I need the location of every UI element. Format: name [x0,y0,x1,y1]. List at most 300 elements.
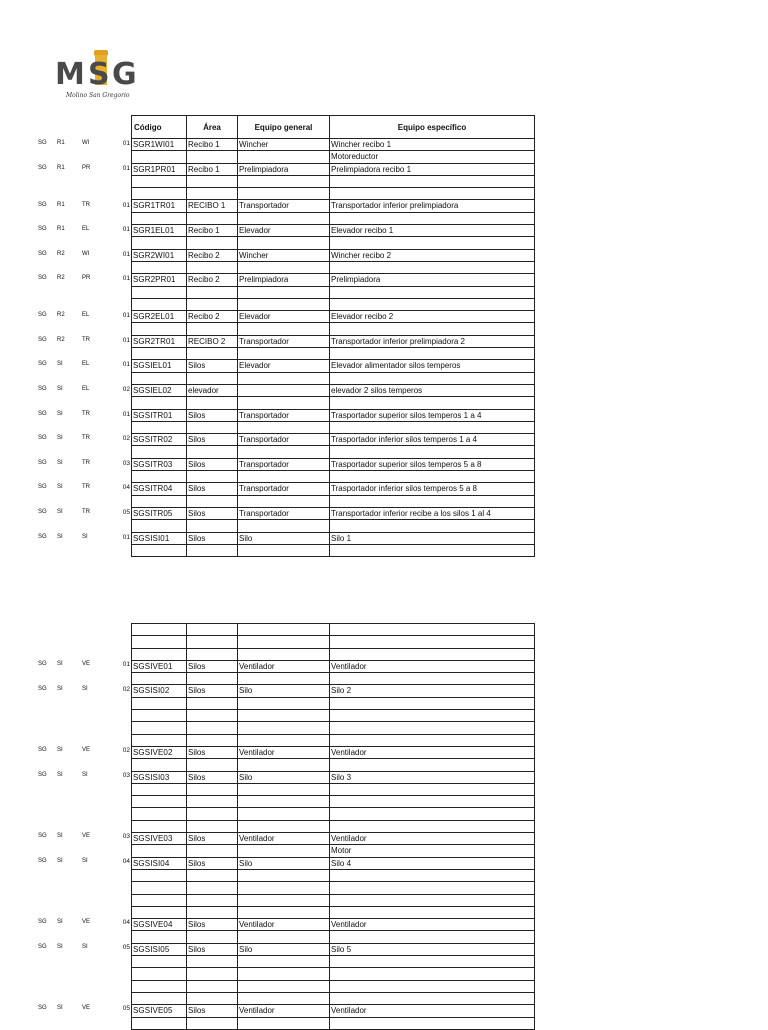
segment-area: SI [57,509,63,515]
cell-area [187,175,238,187]
cell-area [187,992,238,1004]
cell-area: Recibo 2 [187,311,238,323]
cell-area [187,956,238,968]
cell-area: Silos [187,919,238,931]
segment-number: 01 [122,226,130,234]
segment-area: R2 [57,336,65,343]
cell-equipo-especifico [330,759,535,771]
cell-codigo [132,495,187,507]
cell-codigo: SGSITR03 [132,458,187,470]
cell-equipo-especifico: Transportador inferior recibe a los silos 1 al 4 [330,507,535,519]
segment-number: 05 [122,509,130,516]
segment-type: VE [82,747,91,753]
segment-type: WI [82,140,90,146]
table-row [132,384,535,396]
segment-type: TR [82,459,90,466]
cell-equipo-general: Ventilador [238,833,330,845]
cell-area [187,298,238,310]
cell-equipo-especifico [330,298,535,310]
cell-equipo-general [238,869,330,881]
cell-equipo-general [238,286,330,298]
cell-codigo: SGR2TR01 [132,335,187,347]
cell-codigo [132,520,187,532]
cell-equipo-especifico: Prelimpiadora recibo 1 [330,163,535,175]
cell-equipo-especifico [330,968,535,980]
cell-equipo-especifico: Trasportador superior silos temperos 5 a 8 [330,458,535,470]
cell-area: Recibo 1 [187,225,238,237]
cell-codigo [132,734,187,746]
cell-equipo-general [238,348,330,360]
cell-equipo-general [238,175,330,187]
cell-equipo-general: Transportador [238,458,330,470]
cell-equipo-especifico: Silo 3 [330,771,535,783]
cell-equipo-especifico [330,697,535,709]
table-row [132,771,535,783]
cell-area [187,1017,238,1029]
cell-area [187,710,238,722]
cell-codigo [132,869,187,881]
cell-equipo-general: Elevador [238,311,330,323]
table-row [132,360,535,372]
cell-equipo-especifico: Elevador recibo 2 [330,311,535,323]
segment-type: VE [82,660,91,667]
cell-equipo-general [238,845,330,857]
header-area: Área [187,116,238,139]
table-row [132,869,535,881]
cell-equipo-general [238,384,330,396]
table-row [132,507,535,519]
cell-equipo-especifico: Trasportador superior silos temperos 1 a 4 [330,409,535,421]
segment-plant: SG [38,1005,47,1012]
cell-codigo [132,471,187,483]
segment-plant: SG [38,509,47,515]
cell-equipo-general [238,980,330,992]
cell-equipo-especifico [330,421,535,433]
cell-equipo-especifico [330,495,535,507]
cell-area [187,882,238,894]
segment-number: 04 [122,857,130,865]
cell-equipo-general [238,906,330,918]
cell-codigo: SGR2WI01 [132,249,187,261]
table-row [132,968,535,980]
cell-codigo: SGSIVE05 [132,1005,187,1017]
table-row [132,335,535,347]
cell-equipo-especifico: elevador 2 silos temperos [330,384,535,396]
cell-equipo-general: Ventilador [238,746,330,758]
cell-equipo-general: Prelimpiadora [238,274,330,286]
segment-type: VE [82,919,91,926]
cell-area [187,636,238,648]
cell-equipo-especifico [330,520,535,532]
cell-equipo-especifico [330,906,535,918]
cell-codigo: SGSISI05 [132,943,187,955]
cell-equipo-general [238,734,330,746]
cell-area: Silos [187,685,238,697]
cell-codigo [132,151,187,163]
cell-area [187,906,238,918]
cell-equipo-especifico: Prelimpiadora [330,274,535,286]
segment-number: 01 [122,250,130,258]
cell-area [187,286,238,298]
segment-area: SI [57,660,63,667]
segment-area: SI [57,771,63,778]
segment-area: SI [57,857,63,864]
table-row [132,274,535,286]
segment-number: 05 [122,943,130,951]
cell-area: Silos [187,507,238,519]
segment-type: SI [82,943,88,950]
table-row [132,151,535,163]
cell-equipo-general: Silo [238,532,330,544]
cell-equipo-general: Silo [238,943,330,955]
segment-area: SI [57,833,63,840]
segment-number: 02 [122,435,130,443]
cell-equipo-general [238,624,330,636]
cell-equipo-especifico [330,956,535,968]
cell-codigo [132,759,187,771]
cell-equipo-general [238,882,330,894]
cell-equipo-general [238,1017,330,1029]
cell-equipo-especifico [330,188,535,200]
cell-equipo-general [238,931,330,943]
table-row [132,323,535,335]
segment-number: 02 [122,386,130,393]
table-row [132,845,535,857]
segment-type: EL [82,361,90,368]
table-row [132,734,535,746]
cell-equipo-general: Silo [238,771,330,783]
segment-area: SI [57,533,63,540]
segment-area: SI [57,361,63,368]
segment-plant: SG [38,685,47,692]
segment-type: EL [82,226,90,233]
table-row [132,532,535,544]
cell-equipo-especifico [330,397,535,409]
cell-area [187,372,238,384]
cell-equipo-especifico [330,471,535,483]
segment-type: EL [82,386,90,392]
table-row [132,697,535,709]
cell-codigo: SGSITR01 [132,409,187,421]
cell-codigo: SGSISI01 [132,532,187,544]
segment-type: TR [82,435,90,442]
cell-equipo-general [238,648,330,660]
segment-plant: SG [38,201,47,208]
cell-equipo-general: Silo [238,857,330,869]
cell-area [187,783,238,795]
segment-plant: SG [38,250,47,257]
cell-equipo-especifico: Trasportador inferior silos temperos 1 a 4 [330,434,535,446]
segment-number: 01 [122,140,130,147]
cell-codigo [132,544,187,556]
table-row [132,409,535,421]
cell-area [187,894,238,906]
cell-codigo: SGR2EL01 [132,311,187,323]
cell-equipo-especifico: Transportador inferior prelimpiadora 2 [330,335,535,347]
segment-area: SI [57,685,63,692]
table-row [132,648,535,660]
cell-equipo-especifico: Wincher recibo 1 [330,139,535,151]
cell-equipo-especifico [330,1017,535,1029]
cell-area [187,931,238,943]
segment-area: SI [57,943,63,950]
cell-equipo-especifico [330,783,535,795]
cell-equipo-especifico [330,869,535,881]
cell-codigo [132,820,187,832]
cell-equipo-especifico [330,237,535,249]
table-row [132,495,535,507]
table-row [132,421,535,433]
segment-number: 05 [122,1005,130,1013]
cell-codigo [132,906,187,918]
cell-area [187,495,238,507]
svg-text:S: S [88,57,110,92]
cell-equipo-general: Silo [238,685,330,697]
cell-equipo-general [238,520,330,532]
header-row [132,116,535,139]
cell-equipo-general [238,808,330,820]
cell-equipo-especifico: Elevador recibo 1 [330,225,535,237]
segment-number: 01 [122,533,130,541]
table-row [132,544,535,556]
cell-codigo [132,212,187,224]
cell-equipo-general [238,894,330,906]
cell-area: RECIBO 1 [187,200,238,212]
header-codigo: Código [132,116,187,139]
cell-equipo-especifico: Wincher recibo 2 [330,249,535,261]
segment-type: VE [82,833,91,840]
cell-codigo [132,808,187,820]
segment-plant: SG [38,747,47,753]
table-row [132,919,535,931]
segment-area: SI [57,435,63,442]
cell-equipo-especifico [330,734,535,746]
table-row [132,139,535,151]
cell-equipo-especifico: Ventilador [330,833,535,845]
table-row [132,286,535,298]
table-row [132,483,535,495]
cell-codigo [132,968,187,980]
segment-number: 03 [122,459,130,467]
cell-codigo [132,175,187,187]
cell-equipo-general [238,697,330,709]
cell-codigo [132,298,187,310]
cell-area [187,212,238,224]
table-row [132,685,535,697]
cell-codigo [132,980,187,992]
table-row [132,956,535,968]
table-row [132,759,535,771]
table-row [132,225,535,237]
cell-area: Recibo 1 [187,163,238,175]
cell-equipo-general [238,710,330,722]
cell-equipo-especifico: Ventilador [330,660,535,672]
cell-codigo: SGSISI04 [132,857,187,869]
cell-codigo [132,397,187,409]
cell-codigo: SGSIEL02 [132,384,187,396]
cell-equipo-especifico [330,175,535,187]
segment-area: R2 [57,312,65,319]
segment-plant: SG [38,386,47,392]
cell-codigo: SGSITR04 [132,483,187,495]
cell-codigo: SGR1PR01 [132,163,187,175]
table-row [132,710,535,722]
cell-equipo-general [238,188,330,200]
cell-codigo [132,648,187,660]
cell-area: Silos [187,746,238,758]
cell-area [187,808,238,820]
table-row [132,348,535,360]
cell-equipo-general [238,992,330,1004]
cell-equipo-general: Wincher [238,249,330,261]
cell-equipo-general: Ventilador [238,919,330,931]
cell-codigo [132,796,187,808]
cell-equipo-general: Ventilador [238,1005,330,1017]
cell-area [187,237,238,249]
cell-codigo [132,845,187,857]
segment-number: 03 [122,833,130,841]
segment-type: TR [82,201,90,208]
cell-equipo-especifico [330,796,535,808]
cell-equipo-especifico [330,722,535,734]
cell-equipo-especifico [330,636,535,648]
cell-equipo-general: Wincher [238,139,330,151]
cell-equipo-especifico [330,894,535,906]
cell-area [187,722,238,734]
cell-area [187,673,238,685]
cell-area: Silos [187,360,238,372]
table-row [132,943,535,955]
cell-codigo [132,931,187,943]
cell-equipo-general [238,212,330,224]
cell-codigo: SGSIVE03 [132,833,187,845]
segment-type: SI [82,857,88,864]
cell-equipo-especifico: Silo 5 [330,943,535,955]
cell-codigo: SGSITR02 [132,434,187,446]
cell-area [187,151,238,163]
cell-area: RECIBO 2 [187,335,238,347]
segment-type: TR [82,410,90,417]
cell-codigo [132,956,187,968]
table-row [132,931,535,943]
segment-number: 04 [122,919,130,927]
cell-equipo-general: Transportador [238,507,330,519]
cell-equipo-especifico [330,212,535,224]
segment-number: 02 [122,747,130,754]
cell-codigo [132,624,187,636]
table-row [132,1005,535,1017]
cell-area: Silos [187,409,238,421]
cell-equipo-general [238,673,330,685]
cell-equipo-general: Transportador [238,335,330,347]
segment-number: 01 [122,312,130,320]
cell-equipo-general [238,372,330,384]
segment-plant: SG [38,410,47,417]
cell-equipo-especifico [330,286,535,298]
equipment-table-2 [131,623,535,1030]
cell-equipo-especifico [330,544,535,556]
cell-equipo-general: Transportador [238,434,330,446]
table-row [132,783,535,795]
logo-tagline: Molino San Gregorio [66,92,130,99]
segment-area: R2 [57,250,65,257]
cell-codigo [132,697,187,709]
cell-area [187,648,238,660]
msg-logo-graphic [52,50,148,92]
cell-area: Silos [187,833,238,845]
segment-number: 01 [122,275,130,283]
cell-area: Silos [187,532,238,544]
table-row [132,673,535,685]
table-row [132,200,535,212]
table-row [132,237,535,249]
segment-plant: SG [38,435,47,442]
segment-area: R1 [57,201,65,208]
segment-plant: SG [38,140,47,146]
cell-equipo-general: Transportador [238,409,330,421]
cell-codigo [132,722,187,734]
cell-codigo [132,710,187,722]
cell-area [187,188,238,200]
segment-type: TR [82,509,90,515]
cell-area [187,421,238,433]
segment-type: EL [82,312,90,319]
cell-codigo: SGSIVE01 [132,660,187,672]
segment-plant: SG [38,771,47,778]
table-row [132,808,535,820]
cell-equipo-general [238,495,330,507]
cell-area [187,471,238,483]
cell-equipo-especifico [330,372,535,384]
cell-equipo-especifico [330,882,535,894]
table-row [132,1017,535,1029]
cell-codigo: SGR2PR01 [132,274,187,286]
cell-codigo [132,783,187,795]
svg-text:G: G [112,57,137,92]
cell-area [187,796,238,808]
cell-area: Recibo 2 [187,274,238,286]
table-row [132,857,535,869]
header-equipo-general: Equipo general [238,116,330,139]
cell-equipo-general [238,820,330,832]
cell-equipo-general [238,759,330,771]
segment-type: VE [82,1005,91,1012]
segment-type: TR [82,484,90,491]
cell-equipo-general [238,471,330,483]
cell-codigo [132,421,187,433]
cell-equipo-general: Elevador [238,360,330,372]
segment-number: 01 [122,164,130,172]
cell-equipo-general [238,956,330,968]
segment-type: SI [82,533,88,540]
segment-type: PR [82,275,91,282]
cell-area [187,348,238,360]
segment-plant: SG [38,312,47,319]
segment-number: 01 [122,361,130,369]
table-row [132,906,535,918]
cell-codigo [132,188,187,200]
cell-equipo-general [238,796,330,808]
equipment-table-1 [131,115,535,557]
segment-area: SI [57,919,63,926]
table-row [132,212,535,224]
segment-area: SI [57,410,63,417]
cell-equipo-especifico [330,710,535,722]
cell-area [187,697,238,709]
cell-equipo-general [238,237,330,249]
segment-plant: SG [38,484,47,491]
table-row [132,894,535,906]
